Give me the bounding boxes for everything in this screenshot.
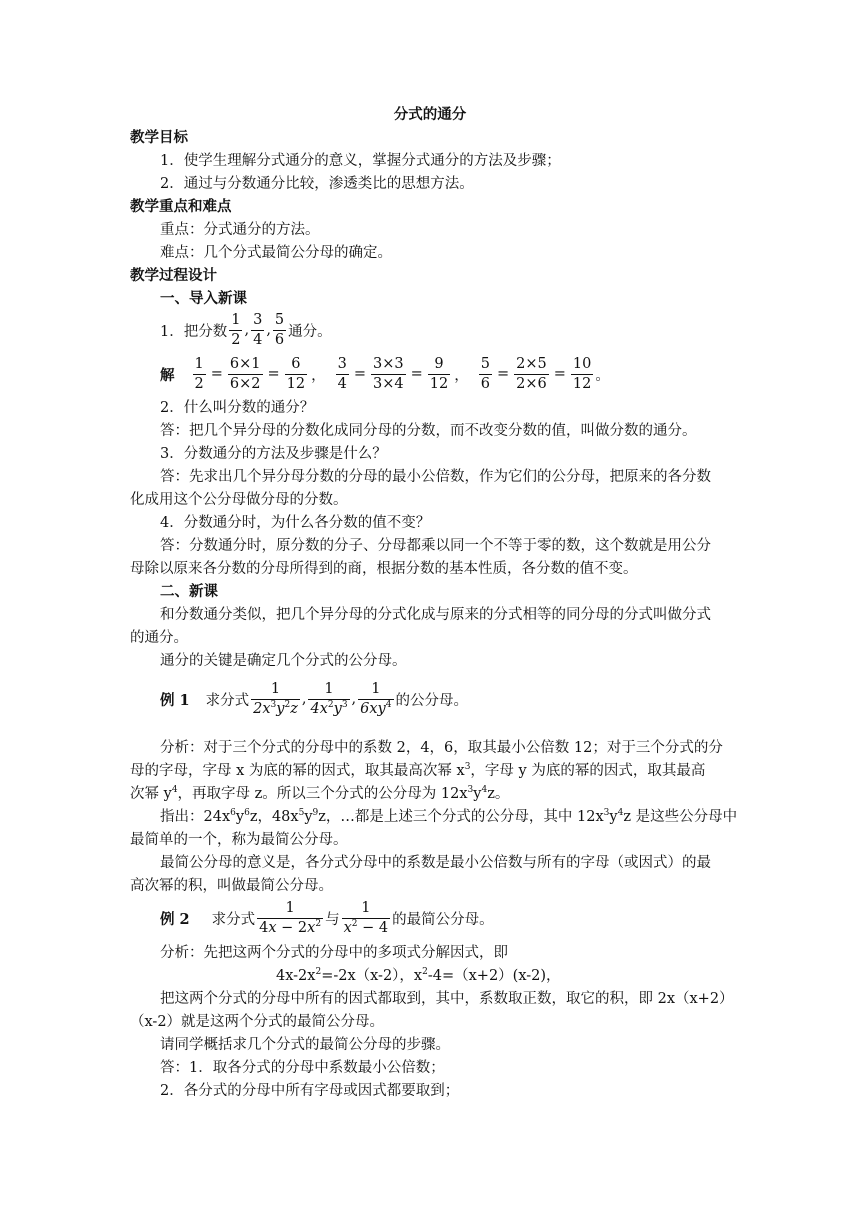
fraction-3-4: $\frac{3}{4}$ bbox=[253, 312, 263, 348]
document-title: 分式的通分 bbox=[393, 106, 467, 123]
new-lesson-line-2: 的通分。 bbox=[130, 630, 188, 646]
answer-step-1: 答：1．取各分式的分母中系数最小公倍数； bbox=[160, 1060, 445, 1076]
key-point: 重点：分式通分的方法。 bbox=[160, 222, 320, 238]
answer-2: 答：把几个异分母的分数化成同分母的分数，而不改变分数的值，叫做分数的通分。 bbox=[160, 423, 697, 439]
part-1-heading: 一、导入新课 bbox=[160, 290, 247, 307]
analysis-1-line-1: 分析：对于三个分式的分母中的系数 2，4，6，取其最小公倍数 12；对于三个分式的分 bbox=[160, 740, 723, 756]
answer-4-line-2: 母除以原来各分数的分母所得到的商，根据分数的基本性质，各分数的值不变。 bbox=[130, 561, 638, 577]
question-1-suffix: 通分。 bbox=[288, 323, 332, 340]
solution-label: 解 bbox=[160, 366, 175, 384]
factorization: $4x-2x^2=-2x(x-2)$，$x^2-4=(x+2)(x-2)$， bbox=[276, 967, 561, 984]
goal-1: 1．使学生理解分式通分的意义，掌握分式通分的方法及步骤； bbox=[160, 153, 561, 169]
pointout-line-2: 最简单的一个，称为最简公分母。 bbox=[130, 832, 348, 848]
heading-goals: 教学目标 bbox=[130, 129, 188, 146]
heading-key-points: 教学重点和难点 bbox=[130, 198, 232, 215]
pointout-line-1: 指出：$24x^6y^6z$，$48x^5y^9z$，…都是上述三个分式的公分母，其中 $12x^3y^4z$ 是这些公分母中 bbox=[160, 808, 738, 825]
answer-3-line-1: 答：先求出几个异分母分数的分母的最小公倍数，作为它们的公分母，把原来的各分数 bbox=[160, 469, 711, 485]
difficulty: 难点：几个分式最简公分母的确定。 bbox=[160, 245, 392, 261]
answer-3-line-2: 化成用这个公分母做分母的分数。 bbox=[130, 492, 348, 508]
solution-line: 解 $\frac{1}{2}$ = $\frac{6\times 1}{6\times 2}$ = $\frac{6}{12}$ ， $\frac{3}{4}$ = $\frac{3\times 3}{3\times 4}$ = $\frac{9}{12}$ ， $\frac{5}{6}$ = $\frac{2\times 5}{2\times 6}$ = $\frac{10}{12}$ 。 bbox=[160, 356, 610, 392]
fraction-5-6: $\frac{5}{6}$ bbox=[274, 312, 285, 348]
ask-students: 请同学概括求几个分式的最简公分母的步骤。 bbox=[160, 1037, 450, 1053]
goal-2: 2．通过与分数通分比较，渗透类比的思想方法。 bbox=[160, 176, 474, 192]
example-2-label: 例 2 bbox=[160, 910, 190, 928]
new-lesson-line-1: 和分数通分类似，把几个异分母的分式化成与原来的分式相等的同分母的分式叫做分式 bbox=[160, 607, 711, 623]
analysis-1-line-2: 母的字母，字母 x 为底的幂的因式，取其最高次幂 $x^3$，字母 y 为底的幂的因式，取其最高 bbox=[130, 762, 706, 779]
example-2: 例 2 求分式 $\frac{1}{4x - 2x^2}$ 与 $\frac{1}{x^2 - 4}$ 的最简公分母。 bbox=[160, 900, 494, 936]
example-2-prefix: 求分式 bbox=[211, 911, 256, 928]
take-line-1: 把这两个分式的分母中所有的因式都取到，其中，系数取正数，取它的积，即 2x（x+2） bbox=[160, 991, 734, 1007]
question-2: 2．什么叫分数的通分？ bbox=[160, 400, 315, 416]
analysis-1-line-3: 次幂 $y^4$，再取字母 z。所以三个分式的公分母为 $12x^3y^4z$。 bbox=[130, 785, 510, 802]
definition-line-2: 高次幂的积，叫做最简公分母。 bbox=[130, 878, 333, 894]
example-1-prefix: 求分式 bbox=[205, 692, 250, 709]
example-1-suffix: 的公分母。 bbox=[395, 692, 468, 709]
example-1-label: 例 1 bbox=[160, 691, 190, 709]
question-1-prefix: 1．把分数 bbox=[160, 323, 228, 340]
example-2-suffix: 的最简公分母。 bbox=[392, 911, 494, 928]
question-1: 1．把分数 $\frac{1}{2}$ , $\frac{3}{4}$ , $\frac{5}{6}$ 通分。 bbox=[160, 312, 332, 348]
answer-4-line-1: 答：分数通分时，原分数的分子、分母都乘以同一个不等于零的数，这个数就是用公分 bbox=[160, 538, 711, 554]
new-lesson-key: 通分的关键是确定几个分式的公分母。 bbox=[160, 653, 407, 669]
take-line-2: （x-2）就是这两个分式的最简公分母。 bbox=[130, 1014, 385, 1030]
part-2-heading: 二、新课 bbox=[160, 583, 218, 600]
example-1: 例 1 求分式 $\frac{1}{2x^3y^2z}$ , $\frac{1}{4x^2y^3}$ , $\frac{1}{6xy^4}$ 的公分母。 bbox=[160, 681, 468, 717]
example-2-mid: 与 bbox=[325, 911, 340, 928]
heading-process: 教学过程设计 bbox=[130, 267, 217, 284]
question-3: 3．分数通分的方法及步骤是什么？ bbox=[160, 446, 387, 462]
fraction-1-2: $\frac{1}{2}$ bbox=[231, 312, 241, 348]
question-4: 4．分数通分时，为什么各分数的值不变？ bbox=[160, 515, 431, 531]
analysis-2: 分析：先把这两个分式的分母中的多项式分解因式，即 bbox=[160, 945, 508, 961]
answer-step-2: 2．各分式的分母中所有字母或因式都要取到； bbox=[160, 1083, 460, 1099]
definition-line-1: 最简公分母的意义是，各分式分母中的系数是最小公倍数与所有的字母（或因式）的最 bbox=[160, 855, 711, 871]
